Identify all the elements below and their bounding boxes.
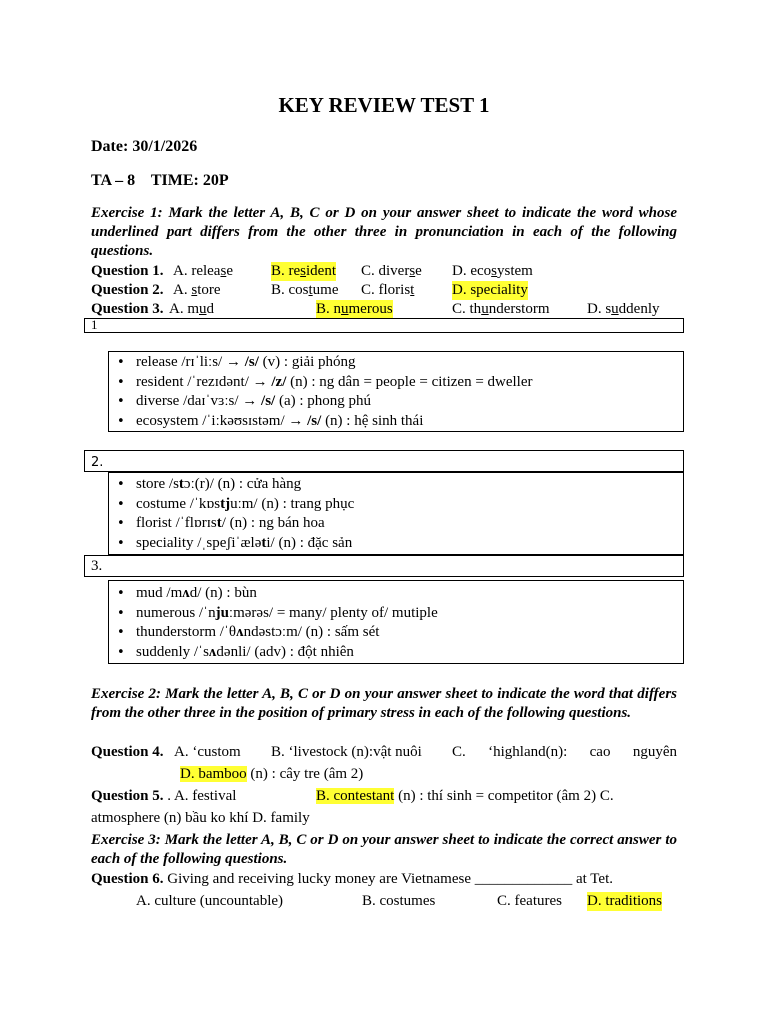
q4-option-a: A. ‘custom — [174, 744, 241, 760]
q4-option-d-answer: D. bamboo — [180, 766, 247, 782]
box3-item-mud: • mud /mʌd/ (n) : bùn — [109, 584, 683, 604]
answer-box-1 — [108, 351, 684, 432]
answer-box-2 — [108, 472, 684, 555]
box1-item-diverse: • diverse /daɪˈvɜːs/ → /s/ (a) : phong phú — [109, 392, 683, 412]
q6-option-b: B. costumes — [362, 893, 436, 909]
question2: Question 2. — [91, 282, 164, 298]
box3-item-suddenly: • suddenly /ˈsʌdənli/ (adv) : đột nhiên — [109, 643, 683, 663]
box2-item-florist: • florist /ˈflɒrɪst/ (n) : ng bán hoa — [109, 514, 683, 534]
q2-option-b: B. costume — [271, 282, 339, 298]
q5-option-b-line: B. contestant (n) : thí sinh = competitor (âm 2) C. — [316, 788, 614, 804]
exercise1-instruction: Exercise 1: Mark the letter A, B, C or D on your answer sheet to indicate the word whose underlined part differs from the other three in pronunciation in each of the following questions. — [91, 205, 677, 259]
q4-option-b: B. ‘livestock (n):vật nuôi — [271, 744, 422, 760]
box1-item-ecosystem: • ecosystem /ˈiːkəʊsɪstəm/ → /s/ (n) : hệ sinh thái — [109, 412, 683, 432]
q2-option-d-answer: D. speciality — [452, 282, 528, 298]
date-label: Date: 30/1/2026 — [91, 138, 198, 155]
question1: Question 1. — [91, 263, 164, 279]
question6: Question 6. Giving and receiving lucky money are Vietnamese _____________ at Tet. — [91, 871, 613, 887]
question3: Question 3. — [91, 301, 164, 317]
box3-number: 3. — [91, 558, 103, 574]
box1-item-resident: • resident /ˈrezɪdənt/ → /z/ (n) : ng dân = people = citizen = dweller — [109, 373, 683, 393]
q1-option-b-answer: B. resident — [271, 263, 337, 279]
q2-option-c: C. florist — [361, 282, 415, 298]
box3-item-thunderstorm: • thunderstorm /ˈθʌndəstɔːm/ (n) : sấm sét — [109, 623, 683, 643]
q3-option-d: D. suddenly — [587, 301, 660, 317]
q1-option-d: D. ecosystem — [452, 263, 533, 279]
box3-item-numerous: • numerous /ˈnjuːmərəs/ = many/ plenty of/ mutiple — [109, 604, 683, 624]
q5-option-b-answer: B. contestant — [316, 788, 395, 804]
box1-number: 1 — [91, 317, 98, 332]
q4-option-d-line: D. bamboo (n) : cây tre (âm 2) — [180, 766, 364, 782]
q6-option-a: A. culture (uncountable) — [136, 893, 284, 909]
box2-item-speciality: • speciality /ˌspeʃiˈæləti/ (n) : đặc sản — [109, 534, 683, 554]
q3-option-a: A. mud — [169, 301, 214, 317]
q4-option-c: C. ‘highland(n): cao nguyên — [452, 744, 677, 760]
box2-item-costume: • costume /ˈkɒstjuːm/ (n) : trang phục — [109, 495, 683, 515]
question4-label: Question 4. — [91, 744, 164, 760]
q6-option-d-answer: D. traditions — [587, 893, 662, 909]
q3-option-b-answer: B. numerous — [316, 301, 393, 317]
box1-item-release: • release /rɪˈliːs/ → /s/ (v) : giải phóng — [109, 353, 683, 373]
exercise3-instruction: Exercise 3: Mark the letter A, B, C or D on your answer sheet to indicate the correct answer to each of the following questions. — [91, 832, 677, 867]
answer-box-3 — [108, 580, 684, 664]
box2-number: 2. — [91, 455, 104, 470]
q1-option-a: A. release — [173, 263, 233, 279]
answer-box-3-header — [84, 555, 684, 577]
q5-line2: atmosphere (n) bầu ko khí D. family — [91, 810, 310, 826]
exercise2-instruction: Exercise 2: Mark the letter A, B, C or D on your answer sheet to indicate the word that differs from the other three in the position of primary stress in each of the following questions. — [91, 686, 677, 721]
q6-option-c: C. features — [497, 893, 562, 909]
question5-label: Question 5. . A. festival — [91, 788, 237, 804]
q1-option-c: C. diverse — [361, 263, 422, 279]
answer-box-2-header — [84, 450, 684, 472]
q3-option-c: C. thunderstorm — [452, 301, 550, 317]
box2-item-store: • store /stɔː(r)/ (n) : cửa hàng — [109, 475, 683, 495]
q2-option-a: A. store — [173, 282, 221, 298]
class-time-label: TA – 8 TIME: 20P — [91, 172, 229, 189]
answer-box-1-header — [84, 318, 684, 333]
page-title: KEY REVIEW TEST 1 — [278, 93, 490, 117]
